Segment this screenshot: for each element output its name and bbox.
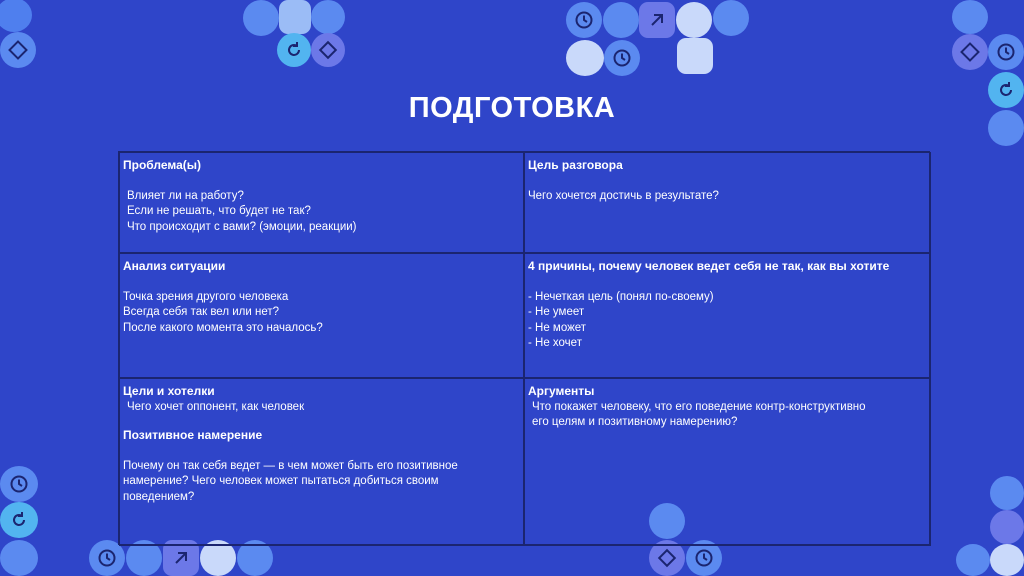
cell-line: поведением? (123, 490, 195, 503)
clock-icon (570, 6, 598, 34)
cell-line: После какого момента это началось? (123, 321, 323, 334)
cell-line: Если не решать, что будет не так? (127, 205, 311, 217)
diamond-icon (4, 36, 32, 64)
bubble (990, 510, 1024, 544)
cell-line: его целям и позитивному намерению? (532, 416, 738, 428)
cell-line: Влияет ли на работу? (127, 189, 244, 202)
cell-goal (524, 152, 931, 253)
cell-line: Чего хочется достичь в результате? (528, 189, 719, 202)
bubble (311, 0, 345, 34)
cell-wants (119, 378, 524, 546)
bubble (713, 0, 749, 36)
arrow-up-right-icon (643, 6, 671, 34)
clock-icon (93, 544, 121, 572)
cell-line: Что происходит с вами? (эмоции, реакции) (127, 220, 357, 233)
cell-line: Почему он так себя ведет — в чем может быть его позитивное (123, 459, 458, 472)
cell-line: Всегда себя так вел или нет? (123, 306, 280, 318)
refresh-icon (5, 506, 33, 534)
cell-heading: Проблема(ы) (123, 158, 202, 172)
bubble (990, 544, 1024, 576)
cell-line: Чего хочет оппонент, как человек (127, 400, 305, 413)
bubble (952, 0, 988, 34)
clock-icon (690, 544, 718, 572)
page-title: ПОДГОТОВКА (408, 92, 616, 124)
cell-analysis (119, 253, 524, 378)
bubble (279, 0, 311, 34)
bubble (0, 540, 38, 576)
cell-line: - Не хочет (528, 337, 582, 349)
cell-heading: Цели и хотелки (123, 384, 215, 398)
cell-problems (119, 152, 524, 253)
cell-line: - Не может (528, 321, 587, 334)
bubble (603, 2, 639, 38)
cell-heading: 4 причины, почему человек ведет себя не так, как вы хотите (528, 259, 890, 273)
refresh-icon (281, 37, 307, 63)
preparation-table (118, 151, 930, 545)
bubble (676, 2, 712, 38)
bubble (990, 476, 1024, 510)
cell-line: - Не умеет (528, 306, 585, 318)
bubble (243, 0, 279, 36)
clock-icon (5, 470, 33, 498)
diamond-icon (956, 38, 984, 66)
cell-heading: Анализ ситуации (123, 259, 226, 273)
clock-icon (992, 38, 1020, 66)
bubble (566, 40, 604, 76)
cell-heading: Цель разговора (528, 158, 623, 172)
cell-line: Точка зрения другого человека (123, 290, 289, 303)
arrow-up-right-icon (167, 544, 195, 572)
bubble (0, 0, 32, 32)
cell-arguments (524, 378, 931, 546)
bubble (677, 38, 713, 74)
cell-reasons (524, 253, 931, 378)
diamond-icon (315, 37, 341, 63)
clock-icon (608, 44, 636, 72)
cell-subheading: Позитивное намерение (123, 428, 263, 442)
bubble (956, 544, 990, 576)
cell-line: намерение? Чего человек может пытаться добиться своим (123, 475, 439, 487)
cell-line: - Нечеткая цель (понял по-своему) (528, 290, 714, 303)
diamond-icon (653, 544, 681, 572)
cell-line: Что покажет человеку, что его поведение контр-конструктивно (532, 400, 866, 413)
cell-heading: Аргументы (528, 384, 595, 398)
